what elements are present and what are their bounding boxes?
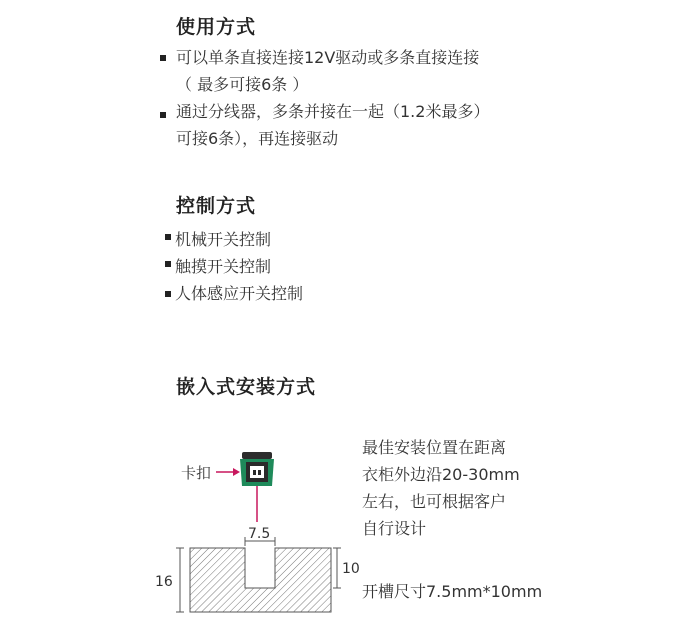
section-title-control: 控制方式	[176, 195, 257, 217]
usage-item-1-line-2: （ 最多可接6条 ）	[176, 75, 309, 94]
install-note-line-2: 衣柜外边沿20-30mm	[362, 465, 520, 484]
install-note-line-3: 左右，也可根据客户	[362, 492, 507, 511]
control-item-touch: 触摸开关控制	[175, 257, 272, 276]
dim-height: 16	[155, 574, 173, 590]
section-title-recessed-install: 嵌入式安装方式	[176, 376, 317, 398]
dim-width: 7.5	[248, 526, 271, 542]
control-item-mechanical: 机械开关控制	[175, 230, 272, 249]
install-note-line-1: 最佳安装位置在距离	[362, 438, 507, 457]
control-item-sensor: 人体感应开关控制	[175, 284, 304, 303]
clip-icon	[240, 452, 274, 486]
usage-item-2-line-1: 通过分线器，多条并接在一起（1.2米最多）	[176, 102, 490, 121]
slot-size-label: 开槽尺寸7.5mm*10mm	[362, 582, 543, 601]
usage-item-2-line-2: 可接6条），再连接驱动	[176, 129, 339, 148]
dim-depth: 10	[342, 561, 360, 577]
clip-label: 卡扣	[181, 464, 212, 482]
usage-item-1-line-1: 可以单条直接连接12V驱动或多条直接连接	[176, 48, 480, 67]
install-note-line-4: 自行设计	[362, 519, 427, 538]
section-title-usage: 使用方式	[176, 16, 257, 38]
